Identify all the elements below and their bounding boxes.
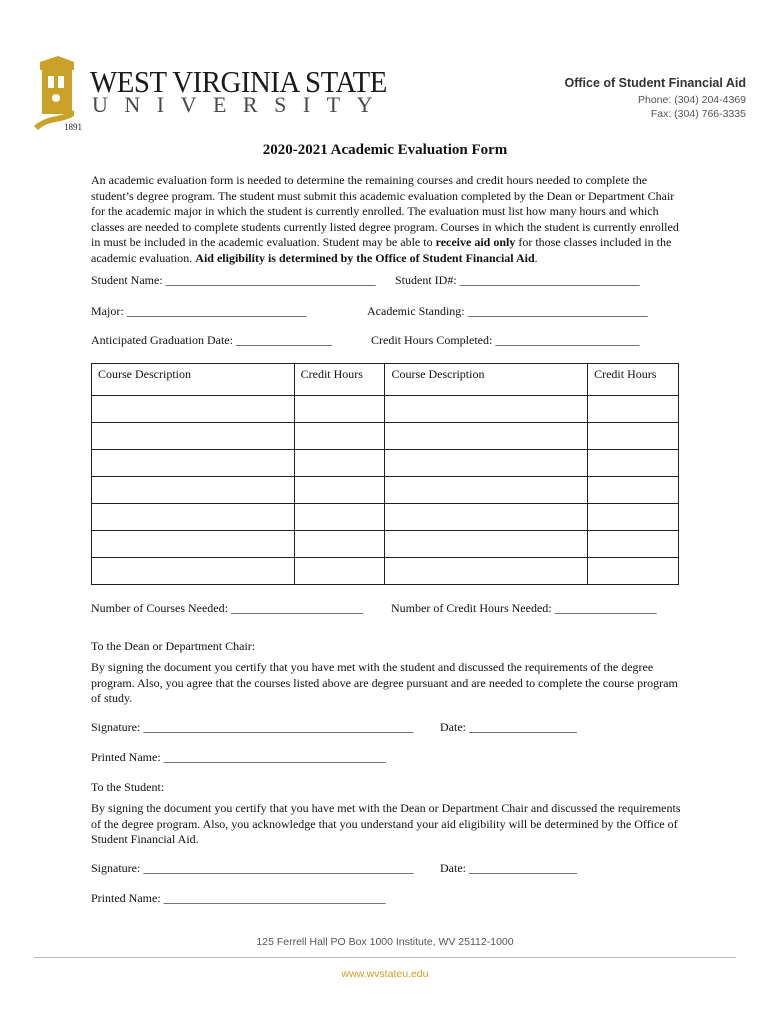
col-credit-hours-2: Credit Hours — [588, 364, 679, 396]
table-cell[interactable] — [92, 504, 295, 531]
intro-text: An academic evaluation form is needed to determine the remaining courses and credit hours needed to complete the student’s degree program. The student must submit this academic evaluation completed by the Dean or Department Chair for the academic major in which the student is currently enrolled. The evaluation must list how many hours and which classes are needed to complete students currently listed degree program. Courses in which the student is currently enrolled in must be included in the academic evaluation. Student may be able to — [91, 173, 679, 249]
office-fax: Fax: (304) 766-3335 — [650, 108, 746, 120]
student-salutation: To the Student: — [91, 780, 165, 794]
courses-needed-field[interactable]: Number of Courses Needed: ______________________ — [91, 601, 363, 615]
table-cell[interactable] — [385, 423, 588, 450]
table-row — [92, 558, 679, 585]
table-row — [92, 504, 679, 531]
table-cell[interactable] — [92, 477, 295, 504]
table-cell[interactable] — [294, 450, 385, 477]
student-date-field[interactable]: Date: __________________ — [440, 861, 577, 875]
credit-hours-completed-field[interactable]: Credit Hours Completed: ________________________ — [371, 333, 640, 347]
table-header-row — [92, 364, 679, 396]
letterhead — [0, 0, 770, 140]
university-subtitle: UNIVERSITY — [92, 92, 389, 117]
graduation-date-field[interactable]: Anticipated Graduation Date: ________________ — [91, 333, 332, 347]
student-printed-name-field[interactable]: Printed Name: _____________________________________ — [91, 891, 386, 905]
col-course-description-2: Course Description — [385, 364, 588, 396]
table-cell[interactable] — [92, 450, 295, 477]
footer-divider — [34, 957, 736, 958]
university-logo-icon — [30, 54, 80, 130]
dean-signature-field[interactable]: Signature: _____________________________________________ — [91, 720, 414, 734]
student-statement: By signing the document you certify that you have met with the Dean or Department Chair and discussed the requirements of the degree program. Also, you acknowledge that you understand your aid eligibility will be determined by the Office of Student Financial Aid. — [91, 801, 681, 846]
table-cell[interactable] — [385, 504, 588, 531]
intro-text-mid: for those classes included in the academic evaluation. — [91, 235, 672, 265]
intro-paragraph — [91, 173, 681, 266]
dean-date-field[interactable]: Date: __________________ — [440, 720, 577, 734]
office-phone: Phone: (304) 204-4369 — [638, 94, 746, 106]
university-name: WEST VIRGINIA STATE — [90, 64, 387, 99]
table-cell[interactable] — [385, 450, 588, 477]
intro-bold-eligibility: Aid eligibility is determined by the Office of Student Financial Aid — [195, 250, 535, 265]
table-row — [92, 531, 679, 558]
table-cell[interactable] — [294, 477, 385, 504]
table-row — [92, 450, 679, 477]
table-cell[interactable] — [294, 504, 385, 531]
col-course-description-1: Course Description — [92, 364, 295, 396]
table-cell[interactable] — [294, 558, 385, 585]
student-name-field[interactable]: Student Name: ___________________________________ — [91, 273, 376, 287]
table-cell[interactable] — [92, 396, 295, 423]
course-table — [91, 363, 679, 585]
table-row — [92, 423, 679, 450]
table-cell[interactable] — [294, 396, 385, 423]
form-title: 2020-2021 Academic Evaluation Form — [262, 142, 508, 158]
student-id-field[interactable]: Student ID#: ______________________________ — [395, 273, 640, 287]
table-cell[interactable] — [588, 477, 679, 504]
table-cell[interactable] — [92, 531, 295, 558]
table-row — [92, 477, 679, 504]
intro-text-end: . — [534, 250, 538, 265]
table-cell[interactable] — [588, 450, 679, 477]
table-cell[interactable] — [588, 396, 679, 423]
table-cell[interactable] — [294, 423, 385, 450]
col-credit-hours-1: Credit Hours — [294, 364, 385, 396]
office-contact — [565, 76, 747, 121]
dean-salutation: To the Dean or Department Chair: — [91, 639, 256, 653]
student-signature-field[interactable]: Signature: _____________________________________________ — [91, 861, 414, 875]
credit-hours-needed-field[interactable]: Number of Credit Hours Needed: _________________ — [391, 601, 657, 615]
table-cell[interactable] — [92, 423, 295, 450]
table-cell[interactable] — [385, 396, 588, 423]
table-cell[interactable] — [385, 477, 588, 504]
academic-standing-field[interactable]: Academic Standing: ______________________________ — [367, 304, 648, 318]
table-row — [92, 396, 679, 423]
table-cell[interactable] — [385, 531, 588, 558]
footer-website-link[interactable]: www.wvstateu.edu — [341, 968, 429, 980]
dean-statement: By signing the document you certify that you have met with the student and discussed the requirements of the degree program. Also, you agree that the courses listed above are degree pursuant and are needed to complete the course program of study. — [91, 660, 678, 705]
table-cell[interactable] — [294, 531, 385, 558]
footer-address: 125 Ferrell Hall PO Box 1000 Institute, WV 25112-1000 — [256, 936, 514, 948]
table-cell[interactable] — [588, 558, 679, 585]
intro-bold-aid: receive aid only — [435, 235, 516, 249]
dean-printed-name-field[interactable]: Printed Name: _____________________________________ — [91, 750, 386, 764]
table-cell[interactable] — [588, 504, 679, 531]
table-cell[interactable] — [385, 558, 588, 585]
table-cell[interactable] — [588, 531, 679, 558]
table-cell[interactable] — [588, 423, 679, 450]
founded-year: 1891 — [64, 122, 82, 132]
major-field[interactable]: Major: ______________________________ — [91, 304, 307, 318]
table-cell[interactable] — [92, 558, 295, 585]
office-title: Office of Student Financial Aid — [564, 76, 746, 90]
